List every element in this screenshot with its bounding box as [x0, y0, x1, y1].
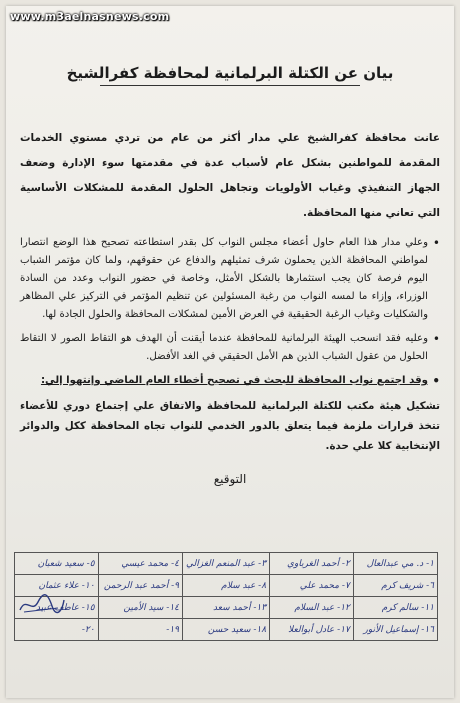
signature-entry: ١٣- أحمد سعد — [213, 602, 267, 613]
signature-heading: التوقيع — [213, 472, 247, 486]
signature-cell — [182, 575, 269, 597]
signature-row — [15, 597, 438, 619]
signature-entry: ١١- سالم كرم — [381, 602, 434, 613]
signature-cell — [270, 553, 354, 575]
signature-cell — [182, 597, 269, 619]
title-underline — [100, 85, 360, 86]
signature-entry: ٣- عبد المنعم الغزالي — [185, 558, 267, 569]
signature-entry: ٢٠- — [81, 624, 95, 635]
signature-entry: ١٥- عاطف عبيد — [35, 602, 95, 613]
signature-cell — [270, 597, 354, 619]
signature-cell — [353, 597, 437, 619]
bullet-item: • وقد اجتمع نواب المحافظة للبحث في تصحيح أخطاء العام الماضي وإنتهوا إلي: — [20, 372, 440, 390]
signature-cell — [270, 619, 354, 641]
signature-cell — [270, 575, 354, 597]
closing-paragraph: تشكيل هيئة مكتب للكتلة البرلمانية للمحافظة والاتفاق علي إجتماع دوري للأعضاء تتخذ قرارات ملزمة فيما يتعلق بالدور الخدمي للنواب تجاه المحافظة ككل والدوائر الإنتخابية كلا علي حدة. — [20, 400, 440, 452]
signature-row — [15, 619, 438, 641]
signature-entry: ٩- أحمد عبد الرحمن — [103, 580, 179, 591]
signature-cell — [182, 553, 269, 575]
intro-paragraph: عانت محافظة كفرالشيخ علي مدار أكثر من عام من تردي مستوي الخدمات المقدمة للمواطنين بشكل عام لأسباب عدة في مقدمتها سوء الإدارة وضعف الجهاز التنفيذي وغياب الأولويات وتجاهل الحلول المقدمة للمشكلات الأساسية التي تعاني منها المحافظة. — [20, 132, 440, 219]
signature-entry: ٤- محمد عيسي — [121, 558, 179, 569]
signature-cell — [353, 619, 437, 641]
signature-entry: ١٠- علاء عثمان — [38, 580, 95, 591]
signature-cell — [15, 553, 99, 575]
signature-entry: ٧- محمد علي — [299, 580, 350, 591]
document-body — [14, 54, 446, 486]
signature-cell — [182, 619, 269, 641]
signature-cell — [353, 575, 437, 597]
watermark: www.m3aelnasnews.com — [10, 10, 170, 23]
signature-cell — [98, 619, 182, 641]
signature-entry: ١٧- عادل أبوالعلا — [288, 624, 350, 635]
bullet-item: • وعليه فقد انسحب الهيئة البرلمانية للمحافظة عندما أيقنت أن الهدف هو التقاط الصور لا التقاط الحلول من عقول الشباب الذين هم الأمل الحقيقي في الغد الأفضل. — [20, 330, 440, 366]
signature-cell — [353, 553, 437, 575]
bullet-item: • وعلي مدار هذا العام حاول أعضاء مجلس النواب كل بقدر استطاعته تصحيح هذا الوضع انتصارا لمواطني المحافظة الذين يحملون شرف تمثيلهم والدفاع عن حقوقهم، ولما كان مؤتمر الشباب اليوم فرصة كان يجب استثمارها بالشكل الأمثل، وخاصة في حضور النواب وعدد من السادة الوزراء، وإزاء ما لمسه النواب من رغبة المسئولين عن تنظيم المؤتمر في التركيز علي المظاهر والشكليات وغياب الرغبة الحقيقية في العرض الأمين لمشكلات المحافظة والحلول الجادة لها. — [20, 234, 440, 324]
signature-table — [14, 552, 438, 641]
signature-row — [15, 575, 438, 597]
signature-entry: ١٩- — [166, 624, 179, 635]
signature-entry: ٦- شريف كرم — [381, 580, 434, 591]
signature-entry: ١٢- عبد السلام — [294, 602, 350, 613]
signature-cell — [15, 619, 99, 641]
signature-cell — [98, 553, 182, 575]
bullet-list — [20, 234, 440, 390]
signature-entry: ٢- أحمد الغرباوي — [287, 558, 350, 569]
document-title: بيان عن الكتلة البرلمانية لمحافظة كفرالشيخ — [66, 64, 394, 82]
signature-entry: ١٨- سعيد حسن — [207, 624, 267, 635]
signature-entry: ١٦- إسماعيل الأنور — [363, 624, 434, 635]
signature-row — [15, 553, 438, 575]
signature-entry: ٥- سعيد شعبان — [37, 558, 95, 569]
signature-cell — [98, 575, 182, 597]
signature-scribble-icon — [18, 592, 66, 616]
signature-entry: ٨- عبد سلام — [221, 580, 267, 591]
signature-cell — [98, 597, 182, 619]
signature-entry: ١٤- سيد الأمين — [123, 602, 179, 613]
signature-entry: ١- د. مي عبدالعال — [366, 558, 434, 569]
